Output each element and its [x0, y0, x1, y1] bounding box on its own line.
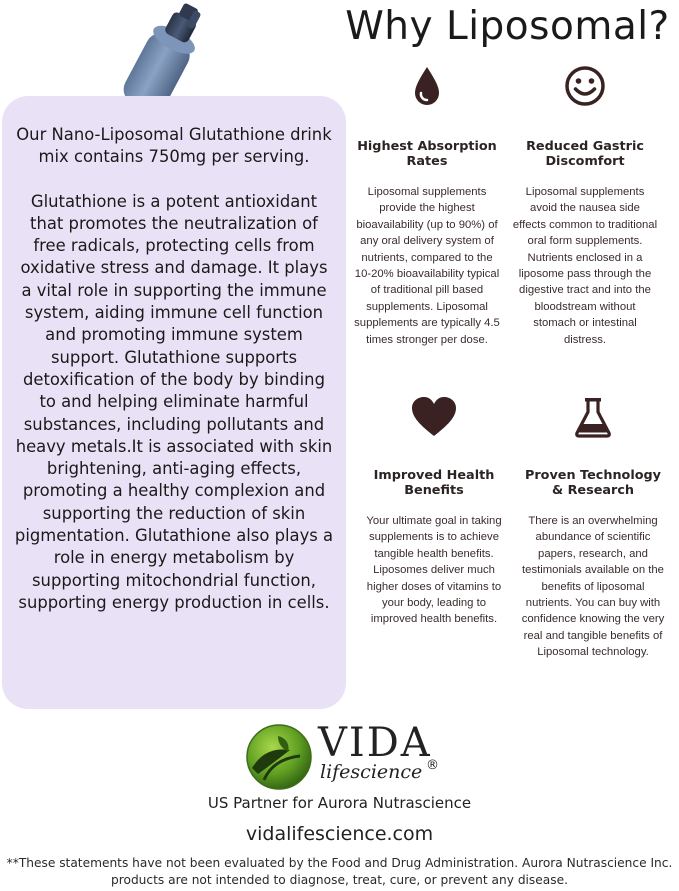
- feature-heading: Proven Technology & Research: [524, 468, 662, 498]
- feature-text: Your ultimate goal in taking supplements is to achieve tangible health benefits. Liposomes deliver much higher doses of vitamins to your body, leading to improved health benefits.: [366, 515, 502, 626]
- feature-text: Liposomal supplements avoid the nausea side effects common to traditional oral form supplements. Nutrients enclosed in a liposome pass through the digestive tract and into the bloodstream without stomach or intestinal distress.: [512, 186, 658, 346]
- feature-heading: Reduced Gastric Discomfort: [526, 139, 644, 169]
- heart-icon: [410, 396, 458, 438]
- smiley-icon: [563, 64, 607, 108]
- partner-text: US Partner for Aurora Nutrascience: [207, 794, 472, 812]
- feature-absorption: [354, 64, 500, 348]
- feature-technology: [520, 396, 666, 661]
- serving-paragraph: Our Nano-Liposomal Glutathione drink mix contains 750mg per serving.: [16, 125, 332, 167]
- description-box: [2, 96, 346, 709]
- bottle-illustration: [112, 0, 232, 100]
- feature-text: There is an overwhelming abundance of scientific papers, research, and testimonials available on the benefits of liposomal nutrients. You can buy with confidence knowing the very real and tangible benefits of Liposomal technology.: [521, 515, 665, 659]
- why-liposomal-title: Why Liposomal?: [345, 4, 670, 49]
- brand-tagline: lifescience: [320, 761, 423, 783]
- fda-disclaimer: **These statements have not been evaluated by the Food and Drug Administration. Aurora Nutrascience Inc. products are not intended to diagnose, treat, cure, or prevent any disease.: [6, 856, 673, 887]
- feature-gastric: [512, 64, 658, 348]
- vida-leaf-logo: [244, 722, 314, 792]
- registered-mark: ®: [426, 758, 439, 773]
- flask-icon: [573, 396, 613, 438]
- feature-heading: Improved Health Benefits: [373, 468, 495, 498]
- website-link[interactable]: vidalifescience.com: [245, 823, 434, 845]
- droplet-icon: [407, 64, 447, 108]
- feature-heading: Highest Absorption Rates: [357, 139, 497, 169]
- feature-text: Liposomal supplements provide the highest bioavailability (up to 90%) of any oral delivery system of nutrients, compared to the 10-20% bioavailability typical of traditional pill based supplements. Liposomal supplements are typically 4.5 times stronger per dose.: [354, 186, 500, 346]
- brand-name: VIDA: [318, 720, 432, 766]
- feature-health: [361, 396, 507, 628]
- benefits-paragraph: Glutathione is a potent antioxidant that promotes the neutralization of free radicals, protecting cells from oxidative stress and damage. It plays a vital role in supporting the immune system, aiding immune cell function and promoting immune system support. Glutathione supports detoxification of the body by binding to and helping eliminate harmful substances, including pollutants and heavy metals.It is associated with skin brightening, anti-aging effects, promoting a healthy complexion and supporting the reduction of skin pigmentation. Glutathione also plays a role in energy metabolism by supporting mitochondrial function, supporting energy production in cells.: [14, 191, 334, 612]
